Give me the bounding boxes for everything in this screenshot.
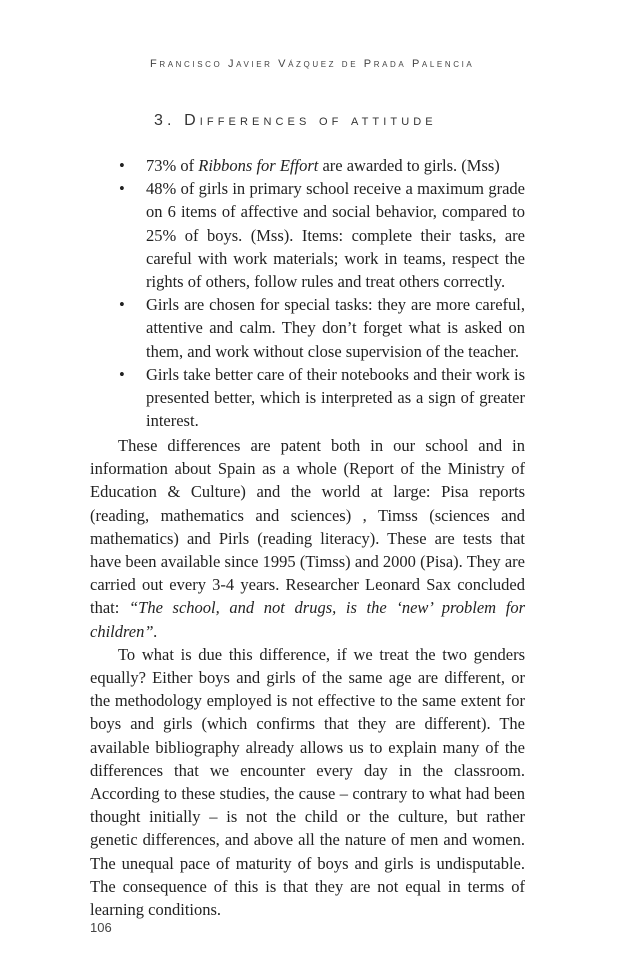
bullet-item	[119, 154, 525, 177]
bullet-marker: •	[119, 295, 125, 315]
paragraph-text: These differences are patent both in our school and in information about Spain as a whole (Report of the Ministry of Education & Culture) and the world at large: Pisa reports (reading, mathematics and sciences) , Timss (sciences and mathematics) and Pirls (reading literacy). These are tests that have been available since 1995 (Timss) and 2000 (Pisa). They are carried out every 3-4 years. Researcher Leonard Sax concluded that:	[90, 436, 525, 618]
bullet-marker: •	[119, 364, 125, 384]
bullet-item	[119, 293, 525, 363]
bullet-item	[119, 177, 525, 293]
bullet-text: 73% of	[146, 156, 199, 175]
quote-text: “The school, and not drugs, is the ‘new’ problem for children”.	[90, 598, 526, 641]
bullet-text: 48% of girls in primary school receive a maximum grade on 6 items of affective and social behavior, compared to 25% of boys. (Mss). Items: complete their tasks, are careful with work materials; work in teams, respect the rights of others, follow rules and treat others correctly.	[146, 179, 525, 292]
section-heading	[154, 112, 437, 130]
paragraph-text: To what is due this difference, if we treat the two genders equally? Either boys and girls of the same age are different, or the methodology employed is not effective to the same extent for boys and girls (which confirms that they are different). The available bibliography already allows us to explain many of the differences that we encounter every day in the classroom. According to these studies, the cause – contrary to what had been thought initially – is not the child or the culture, but rather genetic differences, and above all the nature of men and women. The unequal pace of maturity of boys and girls is undisputable. The consequence of this is that they are not equal in terms of learning conditions.	[90, 644, 525, 920]
paragraph	[90, 643, 525, 921]
section-title-text: Differences of attitude	[184, 112, 437, 129]
section-number: 3.	[154, 112, 176, 129]
bullet-marker: •	[119, 179, 125, 199]
bullet-list	[119, 154, 525, 432]
bullet-marker: •	[119, 156, 125, 175]
paragraph	[90, 434, 525, 643]
running-head: Francisco Javier Vázquez de Prada Palencia	[150, 58, 475, 70]
bullet-italic-text: Ribbons for Effort	[198, 156, 319, 175]
bullet-text: Girls take better care of their notebooks and their work is presented better, which is interpreted as a sign of greater interest.	[146, 364, 525, 431]
page-number: 106	[90, 920, 112, 935]
body-text	[90, 434, 525, 921]
bullet-text: are awarded to girls. (Mss)	[318, 156, 500, 175]
bullet-text: Girls are chosen for special tasks: they are more careful, attentive and calm. They don’t forget what is asked on them, and work without close supervision of the teacher.	[146, 295, 525, 361]
bullet-item	[119, 363, 525, 433]
